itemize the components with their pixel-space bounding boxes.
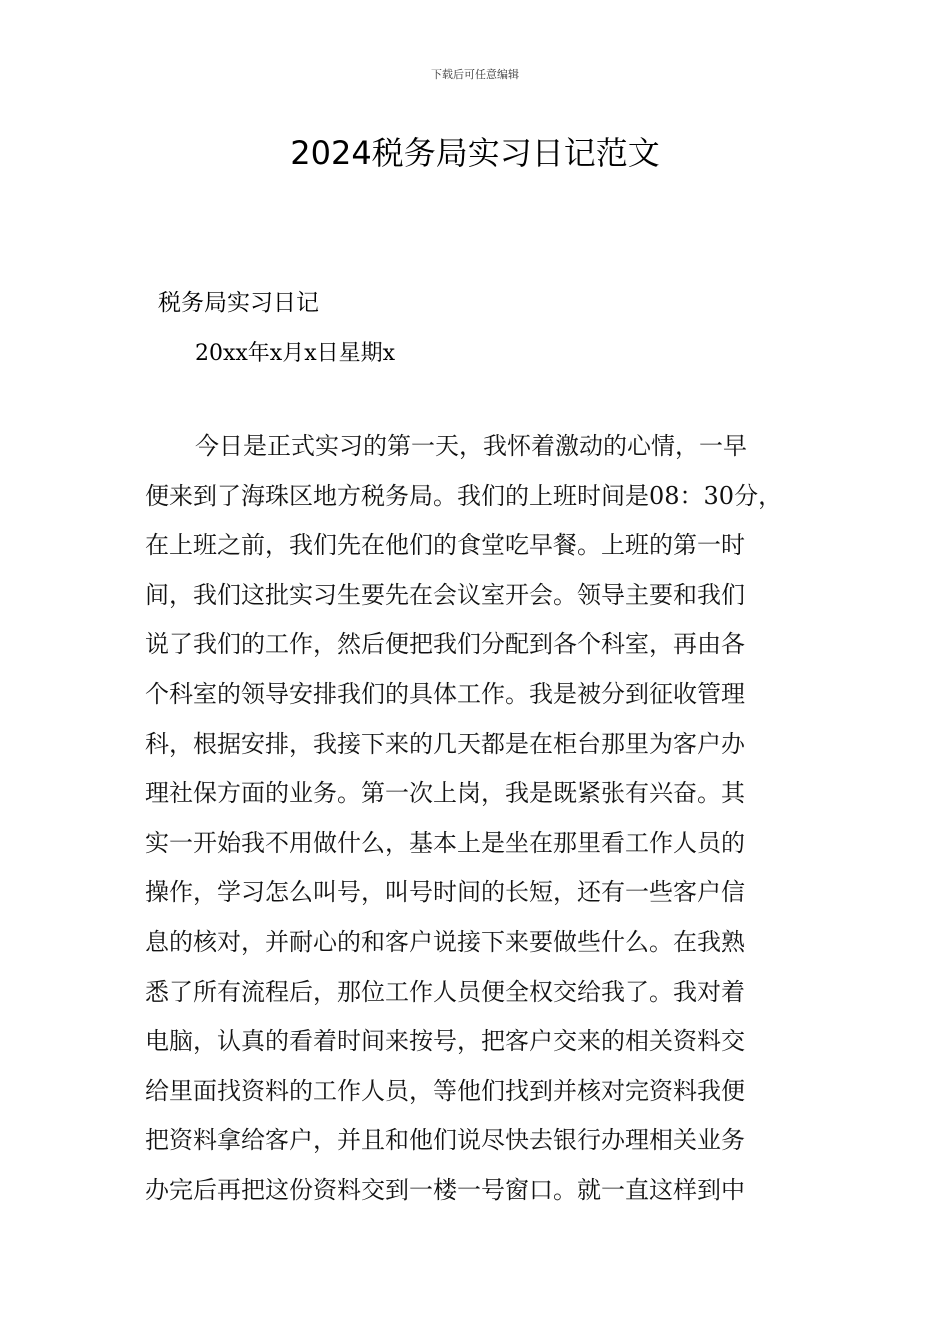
body-line: 操作，学习怎么叫号，叫号时间的长短，还有一些客户信 [145, 878, 745, 907]
body-line: 便来到了海珠区地方税务局。我们的上班时间是08：30分， [145, 481, 783, 510]
body-line: 电脑，认真的看着时间来按号，把客户交来的相关资料交 [145, 1027, 745, 1056]
body-line: 间，我们这批实习生要先在会议室开会。领导主要和我们 [145, 580, 745, 609]
body-line: 个科室的领导安排我们的具体工作。我是被分到征收管理 [145, 679, 745, 708]
body-line: 把资料拿给客户，并且和他们说尽快去银行办理相关业务 [145, 1126, 745, 1155]
body-line: 理社保方面的业务。第一次上岗，我是既紧张有兴奋。其 [145, 779, 745, 808]
diary-body [145, 422, 845, 1216]
body-line: 今日是正式实习的第一天，我怀着激动的心情，一早 [195, 432, 747, 460]
document-title: 2024税务局实习日记范文 [290, 134, 660, 172]
body-line: 办完后再把这份资料交到一楼一号窗口。就一直这样到中 [145, 1175, 745, 1204]
body-line: 悉了所有流程后，那位工作人员便全权交给我了。我对着 [145, 977, 745, 1006]
body-line: 实一开始我不用做什么，基本上是坐在那里看工作人员的 [145, 828, 745, 857]
header-note: 下载后可任意编辑 [431, 68, 519, 81]
diary-subtitle: 税务局实习日记 [158, 290, 319, 316]
body-line: 说了我们的工作，然后便把我们分配到各个科室，再由各 [145, 630, 745, 659]
diary-date: 20xx年x月x日星期x [195, 341, 396, 366]
body-line: 给里面找资料的工作人员，等他们找到并核对完资料我便 [145, 1076, 745, 1105]
body-line: 息的核对，并耐心的和客户说接下来要做些什么。在我熟 [145, 927, 745, 956]
body-line: 科，根据安排，我接下来的几天都是在柜台那里为客户办 [145, 729, 745, 758]
body-line: 在上班之前，我们先在他们的食堂吃早餐。上班的第一时 [145, 531, 745, 560]
